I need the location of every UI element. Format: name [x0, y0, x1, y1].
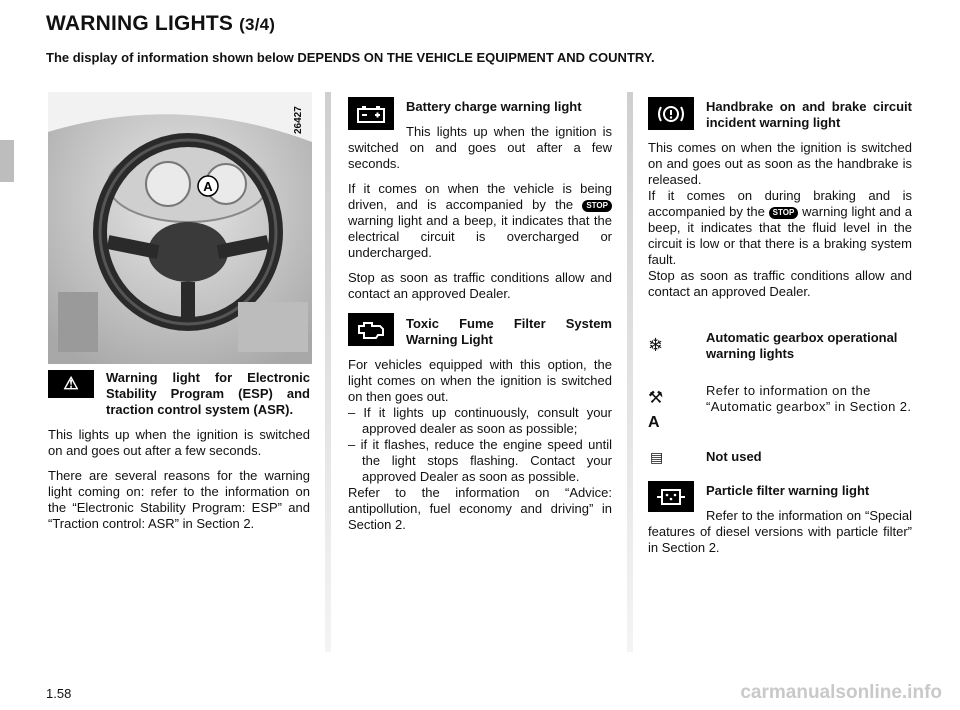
- esp-para-1: This lights up when the ignition is switched on and goes out after a few seconds.: [48, 427, 310, 458]
- toxic-para-1: For vehicles equipped with this option, the light comes on when the ignition is switched on then goes out.: [348, 357, 612, 404]
- handbrake-para-2: If it comes on during braking and is accompanied by the STOP warning light and a beep, it indicates that the fluid level in the circuit is low or that there is a braking system fault.: [648, 188, 912, 267]
- wrench-icon: ⚒: [648, 388, 664, 407]
- toxic-section: [348, 316, 612, 542]
- esp-title: Warning light for Electronic Stability Program (ESP) and traction control system (ASR).: [106, 370, 310, 417]
- battery-title: Battery charge warning light: [406, 99, 582, 114]
- toxic-title: Toxic Fume Filter System Warning Light: [406, 316, 612, 347]
- esp-para-2: There are several reasons for the warning light coming on: refer to the information on the “Electronic Stability Program: ESP” and “Traction control: ASR” in Section 2.: [48, 468, 310, 531]
- toxic-item-1: – If it lights up continuously, consult your approved dealer as soon as possible;: [348, 405, 612, 436]
- intro-text: The display of information shown below DEPENDS ON THE VEHICLE EQUIPMENT AND COUNTRY.: [46, 50, 655, 65]
- stop-icon: STOP: [769, 207, 799, 219]
- callout-a: A: [203, 179, 213, 194]
- toxic-item-2: – if it flashes, reduce the engine speed until the light stops flashing. Contact your approved Dealer as soon as possible.: [348, 437, 612, 484]
- particle-para-1: Refer to the information on “Special features of diesel versions with particle filter” in Section 2.: [648, 508, 912, 555]
- dashboard-photo: [48, 92, 312, 364]
- stop-icon: STOP: [582, 200, 612, 212]
- gearbox-letter: A: [648, 414, 660, 431]
- title-text: WARNING LIGHTS: [46, 12, 234, 35]
- gearbox-ref: Refer to information on the “Automatic gearbox” in Section 2.: [706, 383, 912, 414]
- title-part: (3/4): [239, 15, 276, 34]
- esp-section: [48, 370, 310, 541]
- photo-code: 26427: [293, 106, 304, 134]
- battery-para-1: This lights up when the ignition is switched on and goes out after a few seconds.: [348, 124, 612, 171]
- column-divider: [627, 92, 633, 652]
- not-used-icon: ▤: [650, 449, 664, 465]
- battery-section: [348, 99, 612, 311]
- handbrake-para-3: Stop as soon as traffic conditions allow and contact an approved Dealer.: [648, 268, 912, 299]
- handbrake-section: [648, 99, 912, 309]
- page-title: [46, 12, 275, 36]
- gearbox-title: Automatic gearbox operational warning lights: [706, 330, 898, 361]
- battery-para-3: Stop as soon as traffic conditions allow and contact an approved Dealer.: [348, 270, 612, 301]
- footer-watermark: carmanualsonline.info: [740, 682, 942, 703]
- handbrake-title: Handbrake on and brake circuit incident warning light: [706, 99, 912, 130]
- toxic-para-2: Refer to the information on “Advice: antipollution, fuel economy and driving” in Section 2.: [348, 485, 612, 532]
- battery-para-2: If it comes on when the vehicle is being driven, and is accompanied by the STOP warning light and a beep, it indicates that the electrical circuit is overcharged or undercharged.: [348, 181, 612, 260]
- not-used-label: Not used: [706, 449, 762, 464]
- esp-icon: ⚠: [48, 370, 94, 398]
- gearbox-icon: ❄: [648, 335, 664, 355]
- column-divider: [325, 92, 331, 652]
- page-number: 1.58: [46, 686, 72, 701]
- handbrake-para-1: This comes on when the ignition is switched on and goes out as soon as the handbrake is released.: [648, 140, 912, 187]
- section-tab: [0, 140, 14, 182]
- particle-title: Particle filter warning light: [706, 483, 870, 498]
- particle-section: [648, 483, 912, 565]
